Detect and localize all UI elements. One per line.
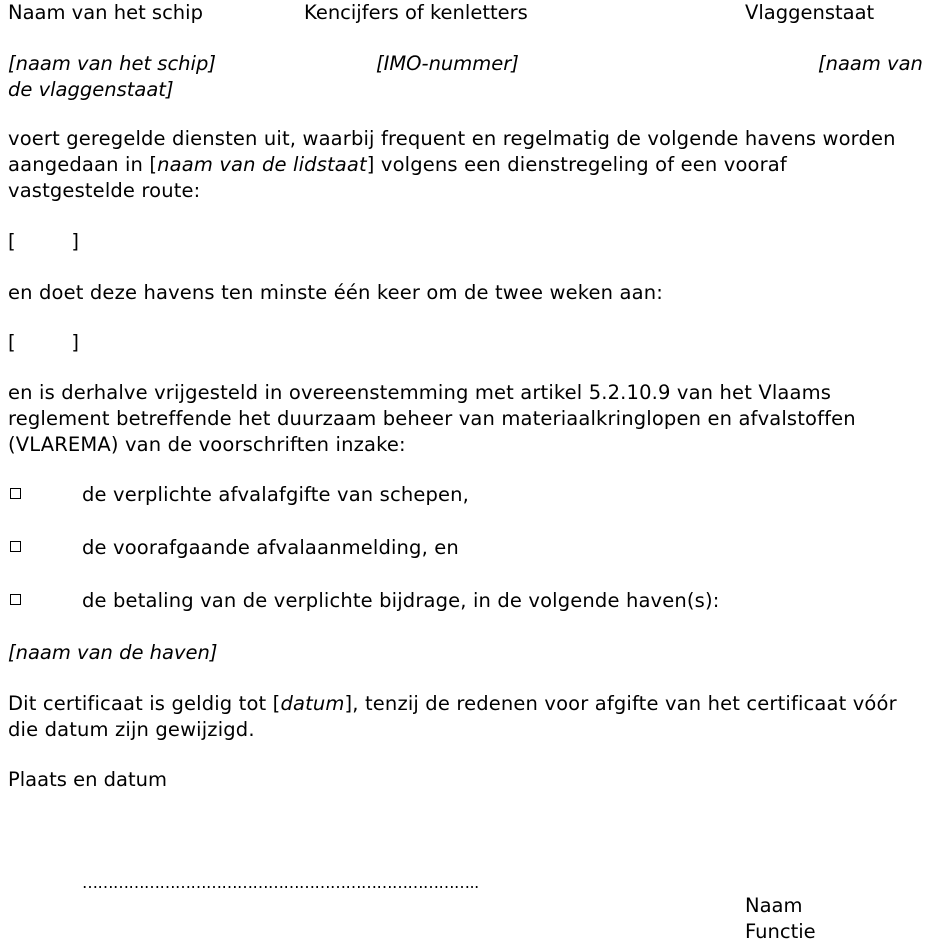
validity-line-1-start: Dit certificaat is geldig tot [	[8, 692, 281, 715]
checklist-item-waste-delivery: de verplichte afvalafgifte van schepen,	[82, 483, 470, 506]
validity-line-1-end: ], tenzij de redenen voor afgifte van het certificaat vóór	[344, 692, 897, 715]
place-date-label: Plaats en datum	[8, 768, 167, 791]
exemption-paragraph	[8, 380, 948, 458]
member-state-placeholder: naam van de lidstaat	[157, 153, 367, 176]
service-line-2	[8, 152, 948, 178]
validity-line-2: die datum zijn gewijzigd.	[8, 718, 255, 741]
validity-line-1	[8, 691, 951, 717]
service-description-paragraph	[8, 126, 948, 204]
signer-name-label: Naam	[745, 894, 803, 917]
imo-number-placeholder: [IMO-nummer]	[376, 52, 519, 75]
checklist-item-fee-payment: de betaling van de verplichte bijdrage, in de volgende haven(s):	[82, 589, 720, 612]
validity-paragraph	[8, 691, 951, 743]
frequency-paragraph: en doet deze havens ten minste één keer om de twee weken aan:	[8, 281, 663, 304]
certificate-page	[8, 0, 951, 945]
signer-function-label: Functie	[745, 920, 816, 943]
checkbox-waste-notification[interactable]	[10, 541, 21, 552]
ports-list-placeholder: [ ]	[8, 230, 80, 253]
exemption-line-2: reglement betreffende het duurzaam beheer van materiaalkringlopen en afvalstoffen	[8, 407, 856, 430]
service-line-3: vastgestelde route:	[8, 179, 201, 202]
date-placeholder: datum	[280, 692, 345, 715]
signature-line: …………………………………………………………………..	[82, 873, 479, 892]
ship-name-placeholder: [naam van het schip]	[8, 52, 216, 75]
identification-label: Kencijfers of kenletters	[304, 1, 528, 24]
service-line-2-end: ] volgens een dienstregeling of een vooraf	[366, 153, 787, 176]
service-line-1: voert geregelde diensten uit, waarbij frequent en regelmatig de volgende havens worden	[8, 127, 896, 150]
flag-state-label: Vlaggenstaat	[745, 1, 875, 24]
exemption-line-1: en is derhalve vrijgesteld in overeenstemming met artikel 5.2.10.9 van het Vlaams	[8, 381, 832, 404]
checkbox-waste-delivery[interactable]	[10, 488, 21, 499]
flag-state-placeholder-part2: de vlaggenstaat]	[8, 78, 174, 101]
ports-frequency-placeholder: [ ]	[8, 331, 80, 354]
service-line-2-start: aangedaan in [	[8, 153, 158, 176]
exemption-line-3: (VLAREMA) van de voorschriften inzake:	[8, 433, 406, 456]
checklist-item-waste-notification: de voorafgaande afvalaanmelding, en	[82, 536, 459, 559]
checkbox-fee-payment[interactable]	[10, 594, 21, 605]
port-name-placeholder: [naam van de haven]	[8, 641, 218, 664]
flag-state-placeholder-part1: [naam van	[818, 52, 923, 75]
ship-name-label: Naam van het schip	[8, 1, 203, 24]
